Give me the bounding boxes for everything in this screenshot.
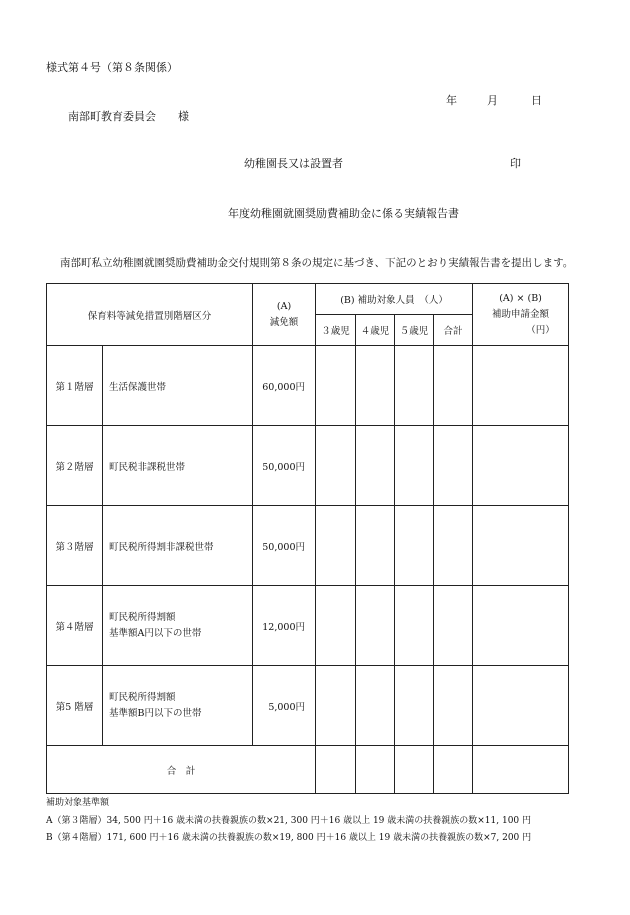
header-category: 保育料等減免措置別階層区分 xyxy=(47,284,253,346)
row-amount: 5,000円 xyxy=(253,666,316,746)
row-total-cell[interactable] xyxy=(434,666,473,746)
row-age3-cell[interactable] xyxy=(316,586,356,666)
row-age3-cell[interactable] xyxy=(316,666,356,746)
row-age4-cell[interactable] xyxy=(356,346,395,426)
row-age5-cell[interactable] xyxy=(395,586,434,666)
header-age4: ４歳児 xyxy=(356,315,395,346)
row-level: 第３階層 xyxy=(47,506,103,586)
date-day: 日 xyxy=(531,94,542,107)
table-header-row xyxy=(47,284,569,315)
header-ab-unit: （円） xyxy=(526,324,555,336)
row-age4-cell[interactable] xyxy=(356,426,395,506)
row-age4-cell[interactable] xyxy=(356,666,395,746)
addressee: 南部町教育委員会 様 xyxy=(68,110,189,123)
header-ab-formula: (A) × (B) xyxy=(499,292,542,304)
total-label: 合 計 xyxy=(47,746,316,794)
total-total-cell[interactable] xyxy=(434,746,473,794)
header-amount xyxy=(253,284,316,346)
row-description xyxy=(103,666,253,746)
applicant-label: 幼稚園長又は設置者 xyxy=(244,157,343,170)
row-application-cell[interactable] xyxy=(473,346,569,426)
total-age4-cell[interactable] xyxy=(356,746,395,794)
table-row xyxy=(47,506,569,586)
header-amount-label: 減免額 xyxy=(269,316,299,328)
row-age3-cell[interactable] xyxy=(316,506,356,586)
row-total-cell[interactable] xyxy=(434,586,473,666)
row-total-cell[interactable] xyxy=(434,506,473,586)
row-level: 第２階層 xyxy=(47,426,103,506)
date-month: 月 xyxy=(487,94,498,107)
row-description-line2: 基準額A円以下の世帯 xyxy=(109,627,202,639)
header-total: 合計 xyxy=(434,315,473,346)
row-application-cell[interactable] xyxy=(473,666,569,746)
header-ab-label: 補助申請金額 xyxy=(492,308,550,320)
table-row xyxy=(47,666,569,746)
row-total-cell[interactable] xyxy=(434,426,473,506)
total-age5-cell[interactable] xyxy=(395,746,434,794)
document-title: 年度幼稚園就園奨励費補助金に係る実績報告書 xyxy=(228,207,459,220)
criteria-title: 補助対象基準額 xyxy=(46,798,110,808)
table-row xyxy=(47,346,569,426)
table-row xyxy=(47,586,569,666)
row-age4-cell[interactable] xyxy=(356,506,395,586)
row-age3-cell[interactable] xyxy=(316,346,356,426)
report-table xyxy=(46,283,569,794)
row-description: 町民税所得割非課税世帯 xyxy=(103,506,253,586)
date-line xyxy=(446,92,542,108)
table-total-row xyxy=(47,746,569,794)
row-level: 第5 階層 xyxy=(47,666,103,746)
row-amount: 12,000円 xyxy=(253,586,316,666)
header-application-amount xyxy=(473,284,569,346)
form-number: 様式第４号（第８条関係） xyxy=(46,61,178,74)
row-amount: 50,000円 xyxy=(253,426,316,506)
row-description-line1: 町民税所得割額 xyxy=(109,611,176,623)
criteria-a: A（第３階層）34, 500 円＋16 歳未満の扶養親族の数×21, 300 円＋16 歳以上 19 歳未満の扶養親族の数×11, 100 円 xyxy=(46,816,532,826)
table-row xyxy=(47,426,569,506)
row-description: 生活保護世帯 xyxy=(103,346,253,426)
header-age5: ５歳児 xyxy=(395,315,434,346)
row-age4-cell[interactable] xyxy=(356,586,395,666)
row-application-cell[interactable] xyxy=(473,586,569,666)
row-amount: 60,000円 xyxy=(253,346,316,426)
row-age5-cell[interactable] xyxy=(395,346,434,426)
row-age3-cell[interactable] xyxy=(316,426,356,506)
header-persons: (B) 補助対象人員 （人） xyxy=(316,284,473,315)
row-application-cell[interactable] xyxy=(473,506,569,586)
header-age3: ３歳児 xyxy=(316,315,356,346)
row-application-cell[interactable] xyxy=(473,426,569,506)
total-age3-cell[interactable] xyxy=(316,746,356,794)
row-amount: 50,000円 xyxy=(253,506,316,586)
date-year: 年 xyxy=(446,94,457,107)
row-age5-cell[interactable] xyxy=(395,666,434,746)
criteria-b: B（第４階層）171, 600 円＋16 歳未満の扶養親族の数×19, 800 円＋16 歳以上 19 歳未満の扶養親族の数×7, 200 円 xyxy=(46,833,532,843)
seal-mark: 印 xyxy=(510,157,521,170)
row-level: 第１階層 xyxy=(47,346,103,426)
row-description: 町民税非課税世帯 xyxy=(103,426,253,506)
row-age5-cell[interactable] xyxy=(395,506,434,586)
header-amount-a: (A) xyxy=(276,300,292,312)
row-age5-cell[interactable] xyxy=(395,426,434,506)
row-total-cell[interactable] xyxy=(434,346,473,426)
row-level: 第４階層 xyxy=(47,586,103,666)
row-description-line1: 町民税所得割額 xyxy=(109,691,176,703)
total-application-cell[interactable] xyxy=(473,746,569,794)
row-description xyxy=(103,586,253,666)
intro-text: 南部町私立幼稚園就園奨励費補助金交付規則第８条の規定に基づき、下記のとおり実績報告書を提出します。 xyxy=(60,257,574,269)
row-description-line2: 基準額B円以下の世帯 xyxy=(109,707,202,719)
